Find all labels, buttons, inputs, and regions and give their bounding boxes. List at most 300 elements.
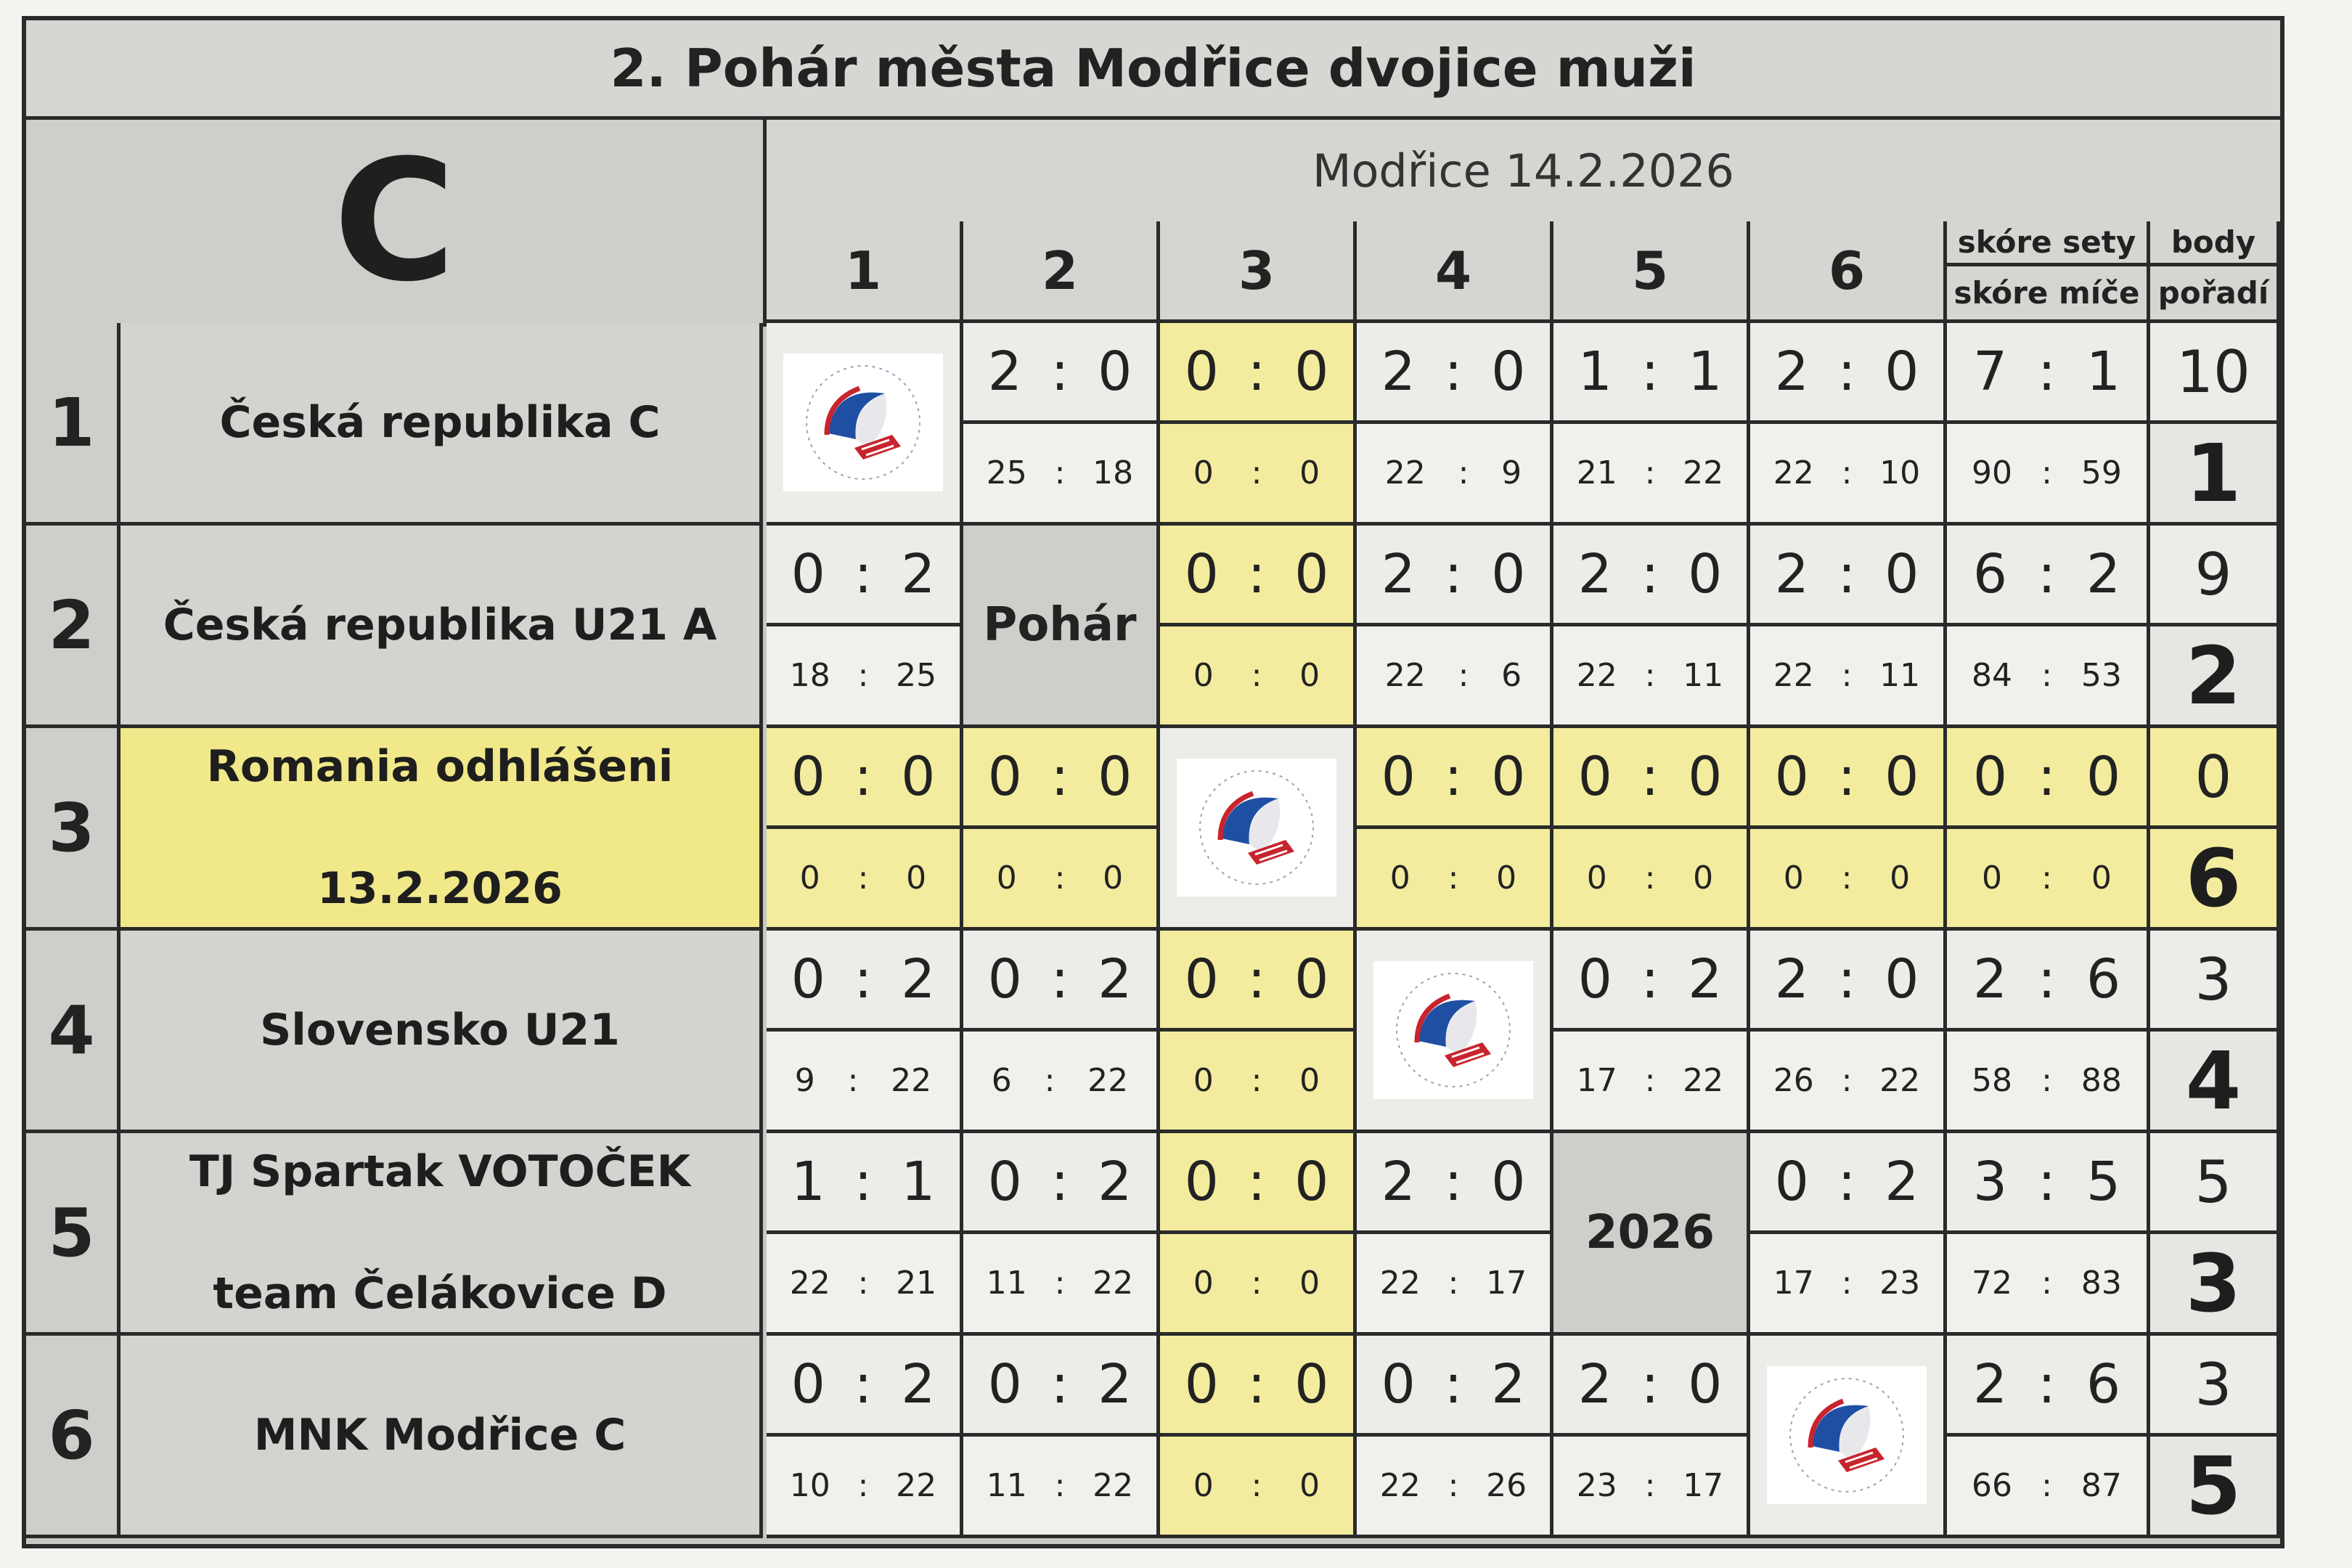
score-right: 0 <box>2086 746 2121 808</box>
score-left: 0 <box>1774 1151 1809 1213</box>
score-left: 2 <box>1381 1151 1416 1213</box>
ball-score-cell <box>963 1032 1160 1133</box>
score-separator: : <box>1641 1353 1659 1416</box>
score-left: 0 <box>791 543 825 605</box>
score-right: 0 <box>1688 543 1723 605</box>
ball-score-cell <box>767 1234 963 1336</box>
score-separator: : <box>2038 340 2056 403</box>
score-right: 9 <box>1501 454 1522 491</box>
score-left: 0 <box>1193 1062 1214 1099</box>
ball-score-cell <box>1357 626 1553 728</box>
score-right: 2 <box>1098 1151 1132 1213</box>
column-header-5: 5 <box>1553 221 1750 323</box>
score-left: 0 <box>1184 948 1219 1010</box>
score-left: 3 <box>1972 1151 2008 1213</box>
ball-score-cell <box>1750 1032 1947 1133</box>
ball-score-cell <box>1160 1032 1357 1133</box>
score-right: 10 <box>1879 454 1921 491</box>
score-separator: : <box>1054 859 1066 897</box>
ball-score-header: skóre míče <box>1947 266 2150 323</box>
score-separator: : <box>2041 1265 2052 1302</box>
score-left: 0 <box>1774 746 1809 808</box>
score-separator: : <box>2038 746 2056 808</box>
ball-score-cell <box>1357 1437 1553 1538</box>
ball-score-cell <box>1160 626 1357 728</box>
score-separator: : <box>854 746 873 808</box>
score-separator: : <box>1251 1062 1262 1099</box>
score-left: 2 <box>1774 340 1809 403</box>
total-balls-cell <box>1947 1032 2150 1133</box>
score-right: 0 <box>1299 454 1320 491</box>
score-separator: : <box>1837 948 1856 1010</box>
set-score-cell <box>1160 323 1357 424</box>
set-score-cell <box>767 526 963 626</box>
ball-score-cell <box>1553 829 1750 931</box>
score-separator: : <box>1247 948 1266 1010</box>
set-score-cell <box>963 1336 1160 1437</box>
team-name-line: TJ Spartak VOTOČEK <box>189 1146 691 1197</box>
set-score-cell <box>1160 526 1357 626</box>
score-right: 18 <box>1093 454 1134 491</box>
score-right: 6 <box>2086 948 2121 1010</box>
score-left: 2 <box>1972 1353 2008 1416</box>
score-right: 53 <box>2081 657 2122 694</box>
score-left: 0 <box>1193 657 1214 694</box>
czech-footnet-association-logo-icon <box>1767 1366 1927 1504</box>
score-left: 22 <box>1379 1467 1421 1504</box>
ball-score-cell <box>767 626 963 728</box>
team-name-line: Romania odhlášeni <box>206 741 674 792</box>
points-cell: 0 <box>2150 728 2280 829</box>
score-separator: : <box>1641 340 1659 403</box>
score-left: 6 <box>991 1062 1012 1099</box>
points-cell: 3 <box>2150 931 2280 1032</box>
score-right: 26 <box>1486 1467 1527 1504</box>
total-sets-cell <box>1947 1133 2150 1234</box>
score-left: 0 <box>1193 1467 1214 1504</box>
score-right: 0 <box>2091 859 2112 897</box>
diagonal-cell: Pohár <box>963 526 1160 728</box>
score-right: 11 <box>1683 657 1724 694</box>
score-separator: : <box>1044 1062 1055 1099</box>
column-header-6: 6 <box>1750 221 1947 323</box>
team-name <box>121 931 763 1133</box>
team-name <box>121 323 763 526</box>
score-separator: : <box>2041 657 2052 694</box>
points-cell: 5 <box>2150 1133 2280 1234</box>
ball-score-cell <box>1750 424 1947 526</box>
ball-score-cell <box>1357 829 1553 931</box>
score-left: 2 <box>1381 340 1416 403</box>
points-cell: 9 <box>2150 526 2280 626</box>
score-separator: : <box>1447 859 1459 897</box>
set-score-cell <box>1160 1336 1357 1437</box>
score-separator: : <box>854 1151 873 1213</box>
score-right: 0 <box>1294 948 1329 1010</box>
czech-footnet-association-logo-icon <box>1373 961 1533 1099</box>
score-left: 0 <box>1381 1353 1416 1416</box>
score-left: 22 <box>789 1265 830 1302</box>
set-score-cell <box>767 931 963 1032</box>
ball-score-cell <box>1553 626 1750 728</box>
score-right: 22 <box>1093 1265 1134 1302</box>
sets-score-header: skóre sety <box>1947 221 2150 266</box>
score-left: 0 <box>1972 746 2008 808</box>
score-right: 0 <box>1885 340 1919 403</box>
score-right: 0 <box>1491 543 1526 605</box>
score-right: 22 <box>1683 454 1724 491</box>
score-right: 2 <box>1491 1353 1526 1416</box>
team-name <box>121 526 763 728</box>
total-balls-cell <box>1947 626 2150 728</box>
score-separator: : <box>857 1467 869 1504</box>
score-right: 1 <box>2086 340 2121 403</box>
score-separator: : <box>1458 454 1469 491</box>
row-number-1: 1 <box>26 323 121 526</box>
score-right: 0 <box>1890 859 1911 897</box>
score-right: 0 <box>1491 1151 1526 1213</box>
score-right: 22 <box>891 1062 932 1099</box>
score-separator: : <box>1054 454 1066 491</box>
points-header: body <box>2150 221 2280 266</box>
ball-score-cell <box>767 1437 963 1538</box>
set-score-cell <box>1357 1336 1553 1437</box>
diagonal-logo-cell <box>1357 931 1553 1133</box>
score-right: 22 <box>1093 1467 1134 1504</box>
team-name-line: 13.2.2026 <box>317 863 563 914</box>
score-right: 0 <box>1885 746 1919 808</box>
set-score-cell <box>963 931 1160 1032</box>
table-title: 2. Pohár města Modřice dvojice muži <box>26 20 2280 120</box>
rank-cell: 4 <box>2150 1032 2280 1133</box>
score-left: 2 <box>1972 948 2008 1010</box>
score-separator: : <box>1444 543 1463 605</box>
total-sets-cell <box>1947 931 2150 1032</box>
score-right: 17 <box>1683 1467 1724 1504</box>
score-separator: : <box>1458 657 1469 694</box>
score-left: 0 <box>987 746 1022 808</box>
score-left: 0 <box>1184 340 1219 403</box>
ball-score-cell <box>1750 1234 1947 1336</box>
total-balls-cell <box>1947 1234 2150 1336</box>
score-separator: : <box>1841 454 1853 491</box>
venue-date: Modřice 14.2.2026 <box>767 120 2280 225</box>
score-separator: : <box>847 1062 859 1099</box>
ball-score-cell <box>1160 1437 1357 1538</box>
score-left: 10 <box>789 1467 830 1504</box>
score-right: 22 <box>1879 1062 1921 1099</box>
rank-cell: 2 <box>2150 626 2280 728</box>
score-left: 26 <box>1773 1062 1814 1099</box>
score-right: 0 <box>1098 746 1132 808</box>
score-left: 22 <box>1384 657 1426 694</box>
score-right: 22 <box>1683 1062 1724 1099</box>
ball-score-cell <box>1357 424 1553 526</box>
score-right: 0 <box>1299 1062 1320 1099</box>
score-separator: : <box>1247 1353 1266 1416</box>
set-score-cell <box>1357 526 1553 626</box>
total-balls-cell <box>1947 424 2150 526</box>
score-separator: : <box>854 543 873 605</box>
points-cell: 3 <box>2150 1336 2280 1437</box>
score-right: 0 <box>1299 1467 1320 1504</box>
set-score-cell <box>1357 1133 1553 1234</box>
score-right: 2 <box>1098 948 1132 1010</box>
score-left: 23 <box>1576 1467 1617 1504</box>
score-separator: : <box>2038 948 2056 1010</box>
rank-cell: 1 <box>2150 424 2280 526</box>
score-separator: : <box>1641 948 1659 1010</box>
score-left: 22 <box>1773 454 1814 491</box>
score-left: 0 <box>1184 543 1219 605</box>
score-separator: : <box>1251 454 1262 491</box>
row-number-5: 5 <box>26 1133 121 1336</box>
score-separator: : <box>1447 1265 1459 1302</box>
score-separator: : <box>2038 1151 2056 1213</box>
set-score-cell <box>1553 931 1750 1032</box>
score-right: 2 <box>901 1353 936 1416</box>
total-balls-cell <box>1947 829 2150 931</box>
score-left: 66 <box>1972 1467 2013 1504</box>
score-separator: : <box>1841 657 1853 694</box>
score-left: 0 <box>799 859 820 897</box>
score-separator: : <box>1644 1467 1656 1504</box>
score-right: 22 <box>896 1467 937 1504</box>
score-separator: : <box>857 859 869 897</box>
score-separator: : <box>1837 543 1856 605</box>
score-separator: : <box>2041 1467 2052 1504</box>
score-right: 2 <box>1098 1353 1132 1416</box>
score-left: 0 <box>1193 454 1214 491</box>
set-score-cell <box>1553 526 1750 626</box>
set-score-cell <box>767 1133 963 1234</box>
team-name-line: Slovensko U21 <box>260 1005 620 1055</box>
score-left: 2 <box>1381 543 1416 605</box>
score-right: 2 <box>2086 543 2121 605</box>
score-separator: : <box>2038 543 2056 605</box>
score-right: 6 <box>1501 657 1522 694</box>
row-number-3: 3 <box>26 728 121 931</box>
score-left: 0 <box>1982 859 2003 897</box>
score-separator: : <box>1444 1151 1463 1213</box>
score-left: 22 <box>1576 657 1617 694</box>
set-score-cell <box>767 728 963 829</box>
score-separator: : <box>1050 1151 1069 1213</box>
score-separator: : <box>1251 1467 1262 1504</box>
column-header-4: 4 <box>1357 221 1553 323</box>
score-left: 0 <box>1193 1265 1214 1302</box>
score-left: 0 <box>996 859 1017 897</box>
score-right: 0 <box>1491 340 1526 403</box>
score-left: 2 <box>1774 543 1809 605</box>
score-separator: : <box>1247 340 1266 403</box>
score-separator: : <box>1247 543 1266 605</box>
score-left: 18 <box>789 657 830 694</box>
score-right: 0 <box>1294 1353 1329 1416</box>
score-separator: : <box>1837 340 1856 403</box>
score-left: 0 <box>1586 859 1607 897</box>
set-score-cell <box>1750 728 1947 829</box>
score-separator: : <box>1641 746 1659 808</box>
rank-header: pořadí <box>2150 266 2280 323</box>
score-left: 17 <box>1576 1062 1617 1099</box>
score-left: 0 <box>791 948 825 1010</box>
ball-score-cell <box>1553 1032 1750 1133</box>
team-name-line: team Čelákovice D <box>213 1268 667 1319</box>
score-left: 0 <box>987 1353 1022 1416</box>
column-header-1: 1 <box>767 221 963 323</box>
score-right: 0 <box>1294 340 1329 403</box>
score-right: 23 <box>1879 1265 1921 1302</box>
score-separator: : <box>1251 1265 1262 1302</box>
score-separator: : <box>1841 859 1853 897</box>
set-score-cell <box>1357 323 1553 424</box>
team-name <box>121 1336 763 1538</box>
set-score-cell <box>1553 728 1750 829</box>
score-right: 87 <box>2081 1467 2122 1504</box>
score-separator: : <box>1641 543 1659 605</box>
score-separator: : <box>1444 340 1463 403</box>
score-right: 21 <box>896 1265 937 1302</box>
diagonal-logo-cell <box>1750 1336 1947 1538</box>
score-left: 0 <box>1389 859 1410 897</box>
score-separator: : <box>1644 454 1656 491</box>
score-right: 2 <box>1885 1151 1919 1213</box>
score-left: 9 <box>794 1062 815 1099</box>
score-left: 1 <box>1577 340 1612 403</box>
score-left: 17 <box>1773 1265 1814 1302</box>
score-left: 22 <box>1384 454 1426 491</box>
ball-score-cell <box>1750 626 1947 728</box>
score-separator: : <box>1247 1151 1266 1213</box>
score-separator: : <box>854 1353 873 1416</box>
score-separator: : <box>1644 1062 1656 1099</box>
ball-score-cell <box>1553 1437 1750 1538</box>
score-left: 90 <box>1972 454 2013 491</box>
score-right: 1 <box>901 1151 936 1213</box>
czech-footnet-association-logo-icon <box>1177 759 1336 897</box>
team-name-line: MNK Modřice C <box>253 1410 626 1461</box>
score-separator: : <box>1050 340 1069 403</box>
set-score-cell <box>1357 728 1553 829</box>
ball-score-cell <box>767 1032 963 1133</box>
set-score-cell <box>1160 931 1357 1032</box>
team-name <box>121 1133 763 1336</box>
results-table <box>22 16 2284 1548</box>
score-left: 0 <box>791 746 825 808</box>
score-left: 72 <box>1972 1265 2013 1302</box>
score-right: 0 <box>906 859 927 897</box>
score-left: 22 <box>1379 1265 1421 1302</box>
set-score-cell <box>963 323 1160 424</box>
score-left: 2 <box>1774 948 1809 1010</box>
score-separator: : <box>2041 454 2052 491</box>
total-balls-cell <box>1947 1437 2150 1538</box>
set-score-cell <box>767 1336 963 1437</box>
rank-cell: 6 <box>2150 829 2280 931</box>
score-left: 2 <box>1577 1353 1612 1416</box>
score-separator: : <box>1444 746 1463 808</box>
set-score-cell <box>1750 323 1947 424</box>
score-left: 0 <box>1184 1353 1219 1416</box>
score-right: 11 <box>1879 657 1921 694</box>
score-left: 0 <box>1783 859 1804 897</box>
score-right: 0 <box>1496 859 1517 897</box>
diagonal-logo-cell <box>1160 728 1357 931</box>
score-right: 22 <box>1087 1062 1129 1099</box>
score-separator: : <box>854 948 873 1010</box>
row-number-4: 4 <box>26 931 121 1133</box>
score-right: 0 <box>1693 859 1714 897</box>
team-name-line: Česká republika C <box>219 397 661 448</box>
score-left: 22 <box>1773 657 1814 694</box>
score-separator: : <box>2041 1062 2052 1099</box>
score-separator: : <box>857 1265 869 1302</box>
score-right: 0 <box>1688 746 1723 808</box>
diagonal-logo-cell <box>767 323 963 526</box>
score-separator: : <box>1447 1467 1459 1504</box>
score-right: 0 <box>1885 543 1919 605</box>
score-separator: : <box>2041 859 2052 897</box>
ball-score-cell <box>963 1234 1160 1336</box>
ball-score-cell <box>767 829 963 931</box>
score-right: 0 <box>1491 746 1526 808</box>
score-right: 17 <box>1486 1265 1527 1302</box>
score-left: 84 <box>1972 657 2013 694</box>
score-separator: : <box>857 657 869 694</box>
score-separator: : <box>1644 859 1656 897</box>
score-separator: : <box>1054 1467 1066 1504</box>
score-right: 0 <box>1299 657 1320 694</box>
score-left: 6 <box>1972 543 2008 605</box>
ball-score-cell <box>1553 424 1750 526</box>
column-header-2: 2 <box>963 221 1160 323</box>
row-number-2: 2 <box>26 526 121 728</box>
score-left: 58 <box>1972 1062 2013 1099</box>
score-separator: : <box>1837 746 1856 808</box>
total-sets-cell <box>1947 526 2150 626</box>
score-right: 0 <box>901 746 936 808</box>
rank-cell: 3 <box>2150 1234 2280 1336</box>
set-score-cell <box>963 728 1160 829</box>
score-left: 25 <box>986 454 1027 491</box>
score-separator: : <box>1841 1062 1853 1099</box>
score-right: 0 <box>1294 1151 1329 1213</box>
score-right: 83 <box>2081 1265 2122 1302</box>
column-header-3: 3 <box>1160 221 1357 323</box>
score-right: 2 <box>901 543 936 605</box>
score-right: 88 <box>2081 1062 2122 1099</box>
total-sets-cell <box>1947 1336 2150 1437</box>
team-name <box>121 728 763 931</box>
score-right: 2 <box>1688 948 1723 1010</box>
team-name-line: Česká republika U21 A <box>163 600 717 650</box>
total-sets-cell <box>1947 323 2150 424</box>
set-score-cell <box>1750 931 1947 1032</box>
score-left: 21 <box>1576 454 1617 491</box>
set-score-cell <box>1750 1133 1947 1234</box>
ball-score-cell <box>963 829 1160 931</box>
score-left: 1 <box>791 1151 825 1213</box>
group-label: C <box>26 120 767 327</box>
row-number-6: 6 <box>26 1336 121 1538</box>
score-left: 11 <box>986 1467 1027 1504</box>
score-left: 0 <box>987 1151 1022 1213</box>
score-right: 6 <box>2086 1353 2121 1416</box>
set-score-cell <box>1160 1133 1357 1234</box>
score-left: 2 <box>1577 543 1612 605</box>
score-separator: : <box>1444 1353 1463 1416</box>
